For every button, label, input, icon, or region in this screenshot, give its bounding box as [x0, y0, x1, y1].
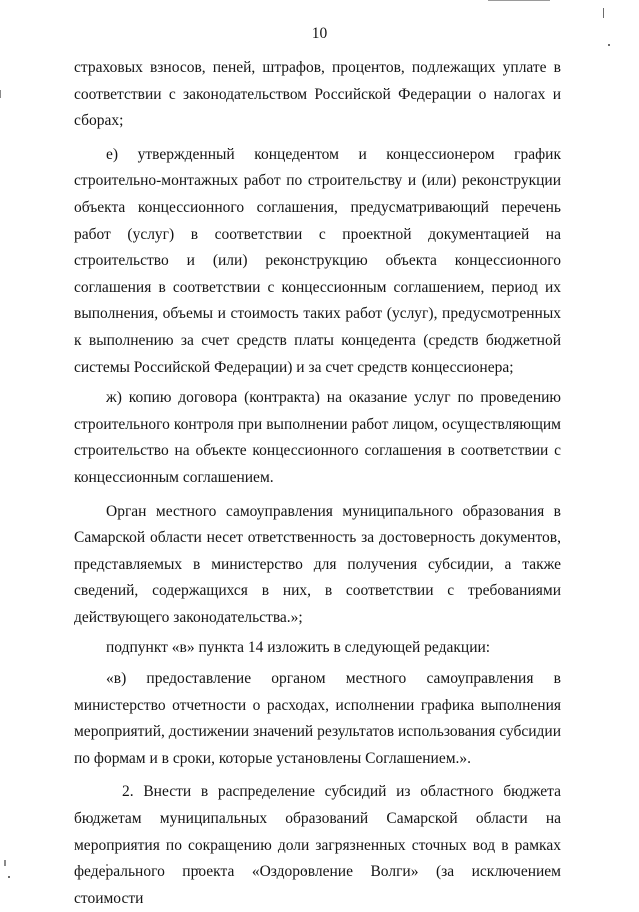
scan-speck — [4, 860, 6, 866]
document-body — [74, 55, 561, 912]
paragraph-item-v: «в) предоставление органом местного самоуправления в министерство отчетности о расходах, исполнении графика выполнения мероприятий, достижении значений результатов использования субсидии по формам и в сроки, которые установлены Соглашением.». — [74, 670, 561, 767]
scan-speck — [0, 90, 1, 98]
page-number: 10 — [311, 25, 328, 42]
paragraph-amendment-intro: подпункт «в» пункта 14 изложить в следующей редакции: — [106, 639, 491, 657]
paragraph-section-2: 2. Внести в распределение субсидий из областного бюджета бюджетам муниципальных образований Самарской области на мероприятия по сокращению доли загрязненных сточных вод в рамках федерального проекта «Оздоровление Волги» (за исключением стоимости — [74, 783, 561, 907]
paragraph-item-zh: ж) копию договора (контракта) на оказание услуг по проведению строительного контроля при выполнении работ лицом, осуществляющим строительство на объекте концессионного соглашения в соответствии с концессионным соглашением. — [74, 389, 561, 486]
scan-speck — [8, 876, 10, 878]
scan-mark — [603, 8, 604, 18]
scan-edge-line — [488, 0, 550, 1]
paragraph-item-e: е) утвержденный концедентом и концессионером график строительно-монтажных работ по строительству и (или) реконструкции объекта концессионного соглашения, предусматривающий перечень работ (услуг) в соответствии с проектной документацией на строительство и (или) реконструкцию объекта концессионного соглашения в соответствии с концессионным соглашением, период их выполнения, объемы и стоимость таких работ (услуг), предусмотренных к выполнению за счет средств платы концедента (средств бюджетной системы Российской Федерации) и за счет средств концессионера; — [74, 145, 561, 376]
paragraph-responsibility: Орган местного самоуправления муниципального образования в Самарской области несет ответственность за достоверность документов, представляемых в министерство для получения субсидии, а также сведений, содержащихся в них, в соответствии с требованиями действующего законодательства.»; — [74, 502, 561, 626]
paragraph-continuation: страховых взносов, пеней, штрафов, процентов, подлежащих уплате в соответствии с законодательством Российской Федерации о налогах и сборах; — [74, 59, 561, 130]
scan-speck — [608, 44, 610, 46]
